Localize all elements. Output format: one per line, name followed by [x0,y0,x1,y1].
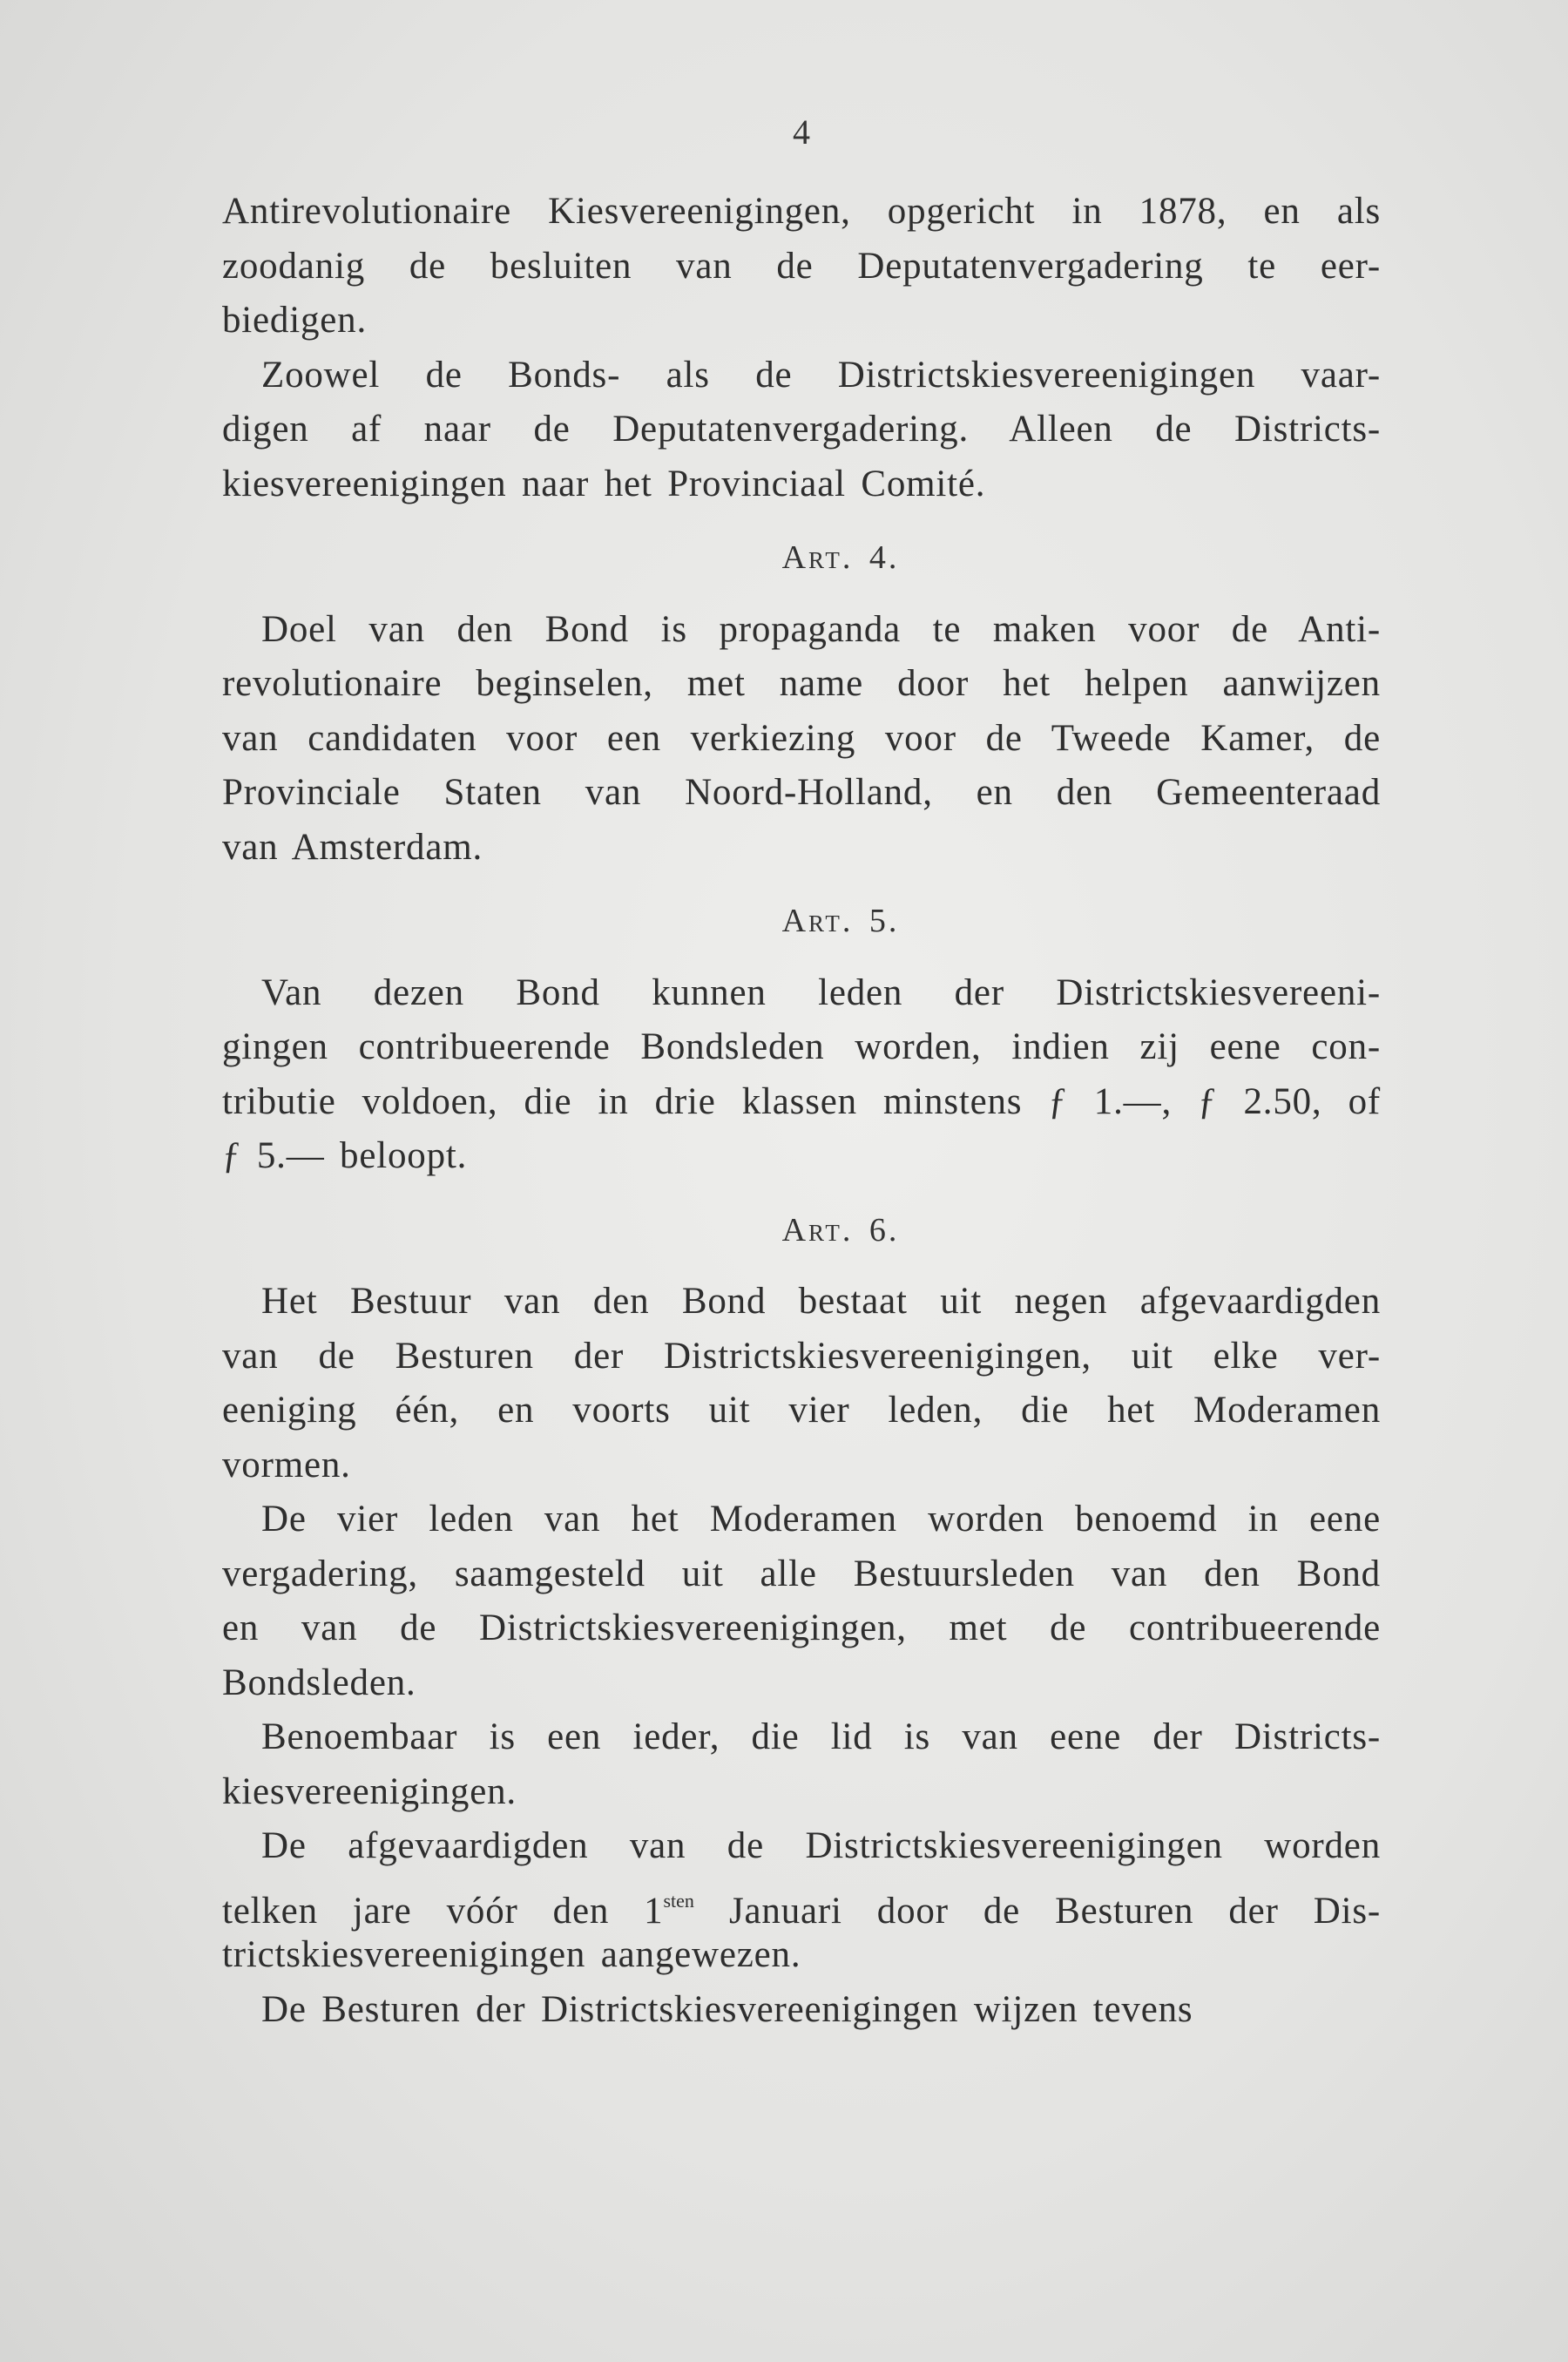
text-line: zoodanig de besluiten van de Deputatenvergadering te eer- [222,245,1381,287]
text-line: telken jare vóór den $1^{sten}$ Januari door de Besturen der Dis- [222,1889,1381,1932]
text-line: van Amsterdam. [222,826,483,868]
paragraph [222,966,1381,1184]
text-line: van de Besturen der Districtskiesvereenigingen, uit elke ver- [222,1335,1381,1377]
text-line: Bondsleden. [222,1662,416,1703]
body-text [222,185,1381,2037]
text-line: De Besturen der Districtskiesvereenigingen wijzen tevens [261,1988,1193,2030]
text-line: biedigen. [222,300,368,341]
article-heading: Art. 4. [781,539,900,576]
text-line: vergadering, saamgesteld uit alle Bestuursleden van den Bond [222,1553,1381,1594]
text-line: De afgevaardigden van de Districtskiesvereenigingen worden [261,1825,1381,1866]
text-line: tributie voldoen, die in drie klassen minstens ƒ 1.—, ƒ 2.50, of [222,1080,1381,1122]
text-line: Zoowel de Bonds- als de Districtskiesvereenigingen vaar- [261,354,1381,396]
text-line: Provinciale Staten van Noord-Holland, en den Gemeenteraad [222,772,1381,813]
text-line: vormen. [222,1444,351,1486]
page-number: 4 [793,112,810,152]
paragraph [222,1275,1381,1492]
text-line: van candidaten voor een verkiezing voor de Tweede Kamer, de [222,717,1381,759]
text-line: en van de Districtskiesvereenigingen, met de contribueerende [222,1607,1381,1648]
text-line: Het Bestuur van den Bond bestaat uit negen afgevaardigden [261,1281,1381,1322]
article-heading: Art. 5. [781,903,900,939]
text-line: Antirevolutionaire Kiesvereenigingen, opgericht in 1878, en als [222,191,1381,232]
text-line: kiesvereenigingen. [222,1770,517,1812]
paragraph [222,1710,1381,1819]
text-line: De vier leden van het Moderamen worden benoemd in eene [261,1499,1381,1540]
text-line: revolutionaire beginselen, met name door het helpen aanwijzen [222,663,1381,704]
paragraph [222,349,1381,512]
paragraph [222,603,1381,876]
paragraph [222,1983,1381,2038]
text-line: ƒ 5.— beloopt. [222,1135,468,1176]
text-line: Benoembaar is een ieder, die lid is van eene der Districts- [261,1716,1381,1757]
paragraph [222,1819,1381,1983]
text-line: Doel van den Bond is propaganda te maken voor de Anti- [261,608,1381,650]
paragraph [222,185,1381,349]
text-line: eeniging één, en voorts uit vier leden, die het Moderamen [222,1390,1381,1431]
article-heading: Art. 6. [781,1211,900,1249]
paragraph [222,1492,1381,1710]
text-line: kiesvereenigingen naar het Provinciaal Comité. [222,463,986,504]
text-line: digen af naar de Deputatenvergadering. Alleen de Districts- [222,409,1381,450]
text-line: gingen contribueerende Bondsleden worden, indien zij eene con- [222,1026,1381,1067]
superscript: sten [663,1889,694,1912]
text-line: Van dezen Bond kunnen leden der Districtskiesvereeni- [261,971,1381,1013]
text-line: trictskiesvereenigingen aangewezen. [222,1934,801,1975]
